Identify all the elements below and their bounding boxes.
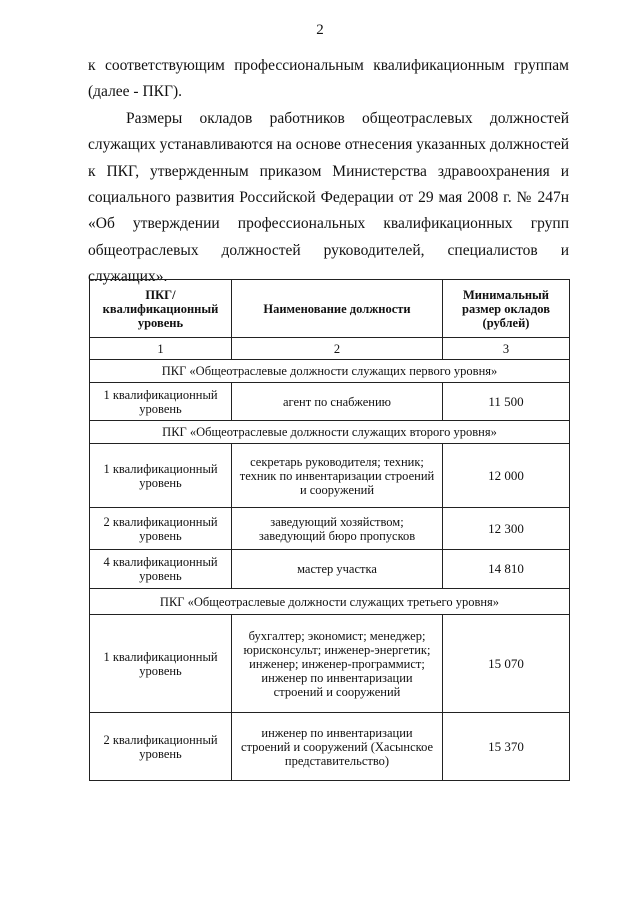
table-row bbox=[90, 444, 570, 508]
level-cell: 2 квалификационный уровень bbox=[90, 508, 232, 550]
level-cell: 1 квалификационный уровень bbox=[90, 615, 232, 713]
page-number: 2 bbox=[316, 22, 324, 38]
group-title: ПКГ «Общеотраслевые должности служащих третьего уровня» bbox=[90, 589, 570, 615]
salary-cell: 11 500 bbox=[443, 383, 570, 421]
table-row bbox=[90, 550, 570, 589]
position-cell: мастер участка bbox=[232, 550, 443, 589]
table-row bbox=[90, 383, 570, 421]
group-title-row bbox=[90, 589, 570, 615]
header-pkg-level: ПКГ/ квалификационный уровень bbox=[90, 280, 232, 338]
position-cell: секретарь руководителя; техник; техник по инвентаризации строений и сооружений bbox=[232, 444, 443, 508]
table-row bbox=[90, 713, 570, 781]
salary-cell: 12 000 bbox=[443, 444, 570, 508]
salary-cell: 12 300 bbox=[443, 508, 570, 550]
level-cell: 2 квалификационный уровень bbox=[90, 713, 232, 781]
level-cell: 1 квалификационный уровень bbox=[90, 444, 232, 508]
paragraph-1: к соответствующим профессиональным квалификационным группам (далее - ПКГ). bbox=[88, 57, 569, 101]
position-cell: бухгалтер; экономист; менеджер; юрисконсульт; инженер-энергетик; инженер; инженер-программист; инженер по инвентаризации строений и сооружений bbox=[232, 615, 443, 713]
column-number: 3 bbox=[443, 338, 570, 360]
salary-cell: 15 370 bbox=[443, 713, 570, 781]
table-row bbox=[90, 615, 570, 713]
header-salary: Минимальный размер окладов (рублей) bbox=[443, 280, 570, 338]
body-text bbox=[88, 53, 569, 291]
group-title: ПКГ «Общеотраслевые должности служащих первого уровня» bbox=[90, 360, 570, 383]
table-header-row bbox=[90, 280, 570, 338]
header-position: Наименование должности bbox=[232, 280, 443, 338]
paragraph-2: Размеры окладов работников общеотраслевых должностей служащих устанавливаются на основе отнесения указанных должностей к ПКГ, утвержденным приказом Министерства здравоохранения и социального развития Российской Федерации от 29 мая 2008 г. № 247н «Об утверждении профессиональных квалификационных групп общеотраслевых должностей руководителей, специалистов и служащих». bbox=[88, 109, 569, 286]
salary-table bbox=[89, 279, 570, 781]
column-number-row bbox=[90, 338, 570, 360]
column-number: 1 bbox=[90, 338, 232, 360]
position-cell: заведующий хозяйством; заведующий бюро пропусков bbox=[232, 508, 443, 550]
column-number: 2 bbox=[232, 338, 443, 360]
group-title-row bbox=[90, 360, 570, 383]
level-cell: 1 квалификационный уровень bbox=[90, 383, 232, 421]
salary-cell: 15 070 bbox=[443, 615, 570, 713]
position-cell: инженер по инвентаризации строений и сооружений (Хасынское представительство) bbox=[232, 713, 443, 781]
position-cell: агент по снабжению bbox=[232, 383, 443, 421]
salary-cell: 14 810 bbox=[443, 550, 570, 589]
group-title: ПКГ «Общеотраслевые должности служащих второго уровня» bbox=[90, 421, 570, 444]
level-cell: 4 квалификационный уровень bbox=[90, 550, 232, 589]
table-row bbox=[90, 508, 570, 550]
group-title-row bbox=[90, 421, 570, 444]
